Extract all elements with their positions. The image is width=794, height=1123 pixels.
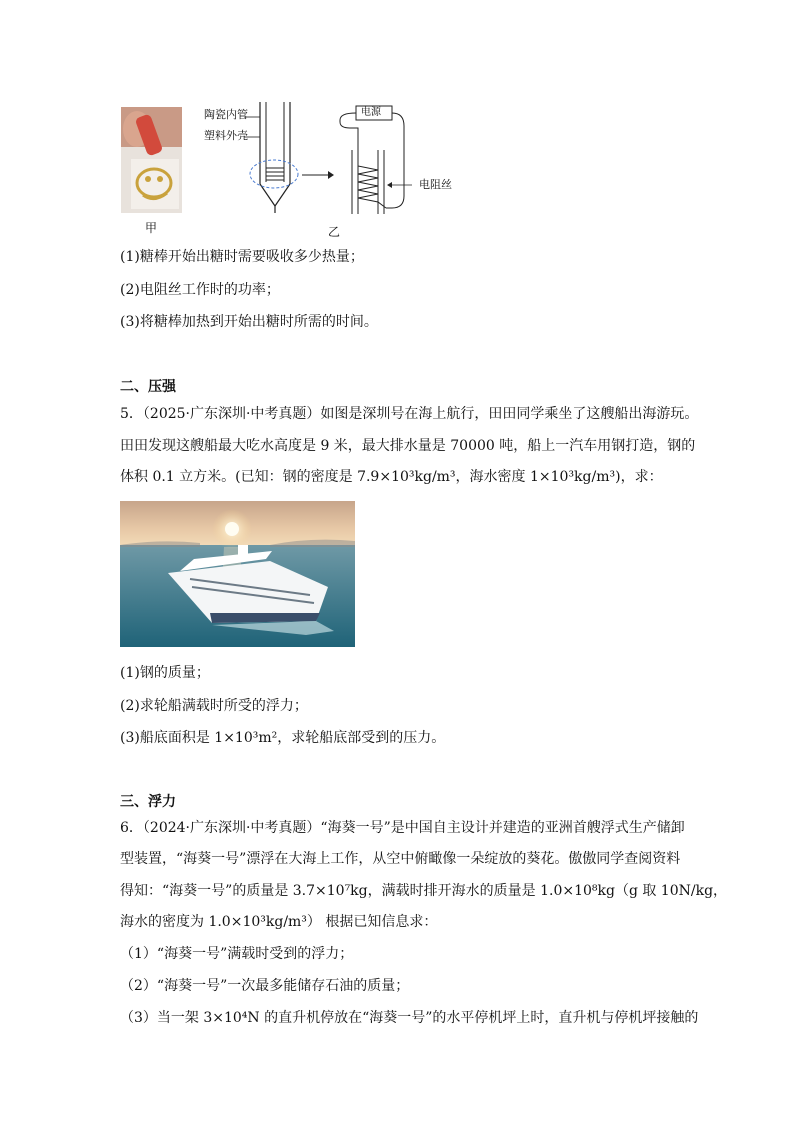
q5-sub3: (3)船底面积是 1×10³m²，求轮船底部受到的压力。 <box>120 730 446 746</box>
q6-line3: 得知：“海葵一号”的质量是 3.7×10⁷kg，满载时排开海水的质量是 1.0×10⁸kg（g 取 10N/kg， <box>120 883 728 899</box>
label-inner-tube: 陶瓷内管 <box>204 108 248 121</box>
q5-sub1: (1)钢的质量； <box>120 665 210 681</box>
q5-line1: 5．（2025·广东深圳·中考真题）如图是深圳号在海上航行，田田同学乘坐了这艘船出海游玩。 <box>120 406 699 422</box>
section-title-buoyancy: 三、浮力 <box>120 794 176 810</box>
q6-line1: 6．（2024·广东深圳·中考真题）“海葵一号”是中国自主设计并建造的亚洲首艘浮式生产储卸 <box>120 820 685 836</box>
figure-caption-yi: 乙 <box>328 225 341 239</box>
q6-sub3: （3）当一架 3×10⁴N 的直升机停放在“海葵一号”的水平停机坪上时，直升机与停机坪接触的 <box>120 1010 699 1026</box>
label-outer-shell: 塑料外壳 <box>204 129 248 142</box>
q5-line2: 田田发现这艘船最大吃水高度是 9 米，最大排水量是 70000 吨，船上一汽车用钢打造，钢的 <box>120 438 696 454</box>
section-title-pressure: 二、压强 <box>120 379 176 395</box>
label-resistance-wire: 电阻丝 <box>419 178 452 191</box>
q5-sub2: (2)求轮船满载时所受的浮力； <box>120 698 308 714</box>
label-power: 电源 <box>361 107 381 118</box>
q6-line2: 型装置，“海葵一号”漂浮在大海上工作，从空中俯瞰像一朵绽放的葵花。傲傲同学查阅资料 <box>120 851 681 867</box>
q5-line3: 体积 0.1 立方米。(已知：钢的密度是 7.9×10³kg/m³，海水密度 1×10³kg/m³)，求： <box>120 469 663 485</box>
sugar-painting-image <box>121 107 182 213</box>
q6-sub2: （2）“海葵一号”一次最多能储存石油的质量； <box>120 978 410 994</box>
q6-line4: 海水的密度为 1.0×10³kg/m³） 根据已知信息求： <box>120 914 438 930</box>
q4-sub2: (2)电阻丝工作时的功率； <box>120 282 280 298</box>
sugar-painting-photo <box>121 107 182 213</box>
q4-sub1: (1)糖棒开始出糖时需要吸收多少热量； <box>120 249 364 265</box>
cruise-ship-image <box>120 501 355 647</box>
figure-caption-jia: 甲 <box>145 221 158 235</box>
q6-sub1: （1）“海葵一号”满载时受到的浮力； <box>120 946 354 962</box>
ship-photo <box>120 501 355 647</box>
q4-sub3: (3)将糖棒加热到开始出糖时所需的时间。 <box>120 314 378 330</box>
